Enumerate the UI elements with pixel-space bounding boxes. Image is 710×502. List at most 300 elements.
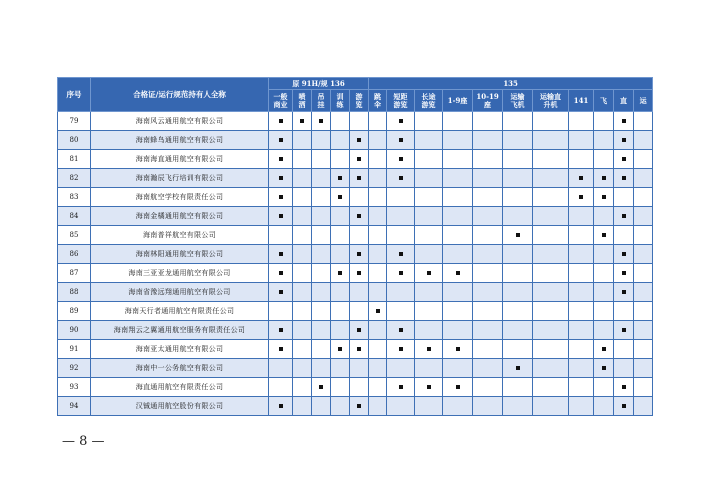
row-cell-8 — [443, 245, 473, 264]
check-mark-icon — [399, 176, 403, 180]
check-mark-icon — [399, 119, 403, 123]
row-cell-1 — [293, 131, 312, 150]
row-cell-12 — [569, 245, 594, 264]
row-cell-10 — [503, 150, 533, 169]
row-cell-7 — [415, 283, 443, 302]
check-mark-icon — [456, 347, 460, 351]
row-seq: 80 — [58, 131, 91, 150]
check-mark-icon — [279, 157, 283, 161]
row-cell-7 — [415, 302, 443, 321]
row-cell-4 — [350, 283, 369, 302]
check-mark-icon — [622, 138, 626, 142]
row-cell-12 — [569, 150, 594, 169]
row-cell-7 — [415, 397, 443, 416]
header-col-3: 训 练 — [331, 90, 350, 112]
row-cell-8 — [443, 283, 473, 302]
row-cell-9 — [473, 245, 503, 264]
row-cell-15 — [634, 283, 653, 302]
row-holder-name: 海南翔云之翼通用航空服务有限责任公司 — [91, 321, 269, 340]
row-seq: 92 — [58, 359, 91, 378]
check-mark-icon — [279, 138, 283, 142]
row-cell-7 — [415, 264, 443, 283]
row-cell-8 — [443, 359, 473, 378]
row-cell-9 — [473, 188, 503, 207]
row-cell-8 — [443, 321, 473, 340]
row-cell-5 — [369, 245, 387, 264]
row-cell-2 — [312, 150, 331, 169]
table-row — [58, 150, 653, 169]
check-mark-icon — [279, 119, 283, 123]
row-cell-2 — [312, 264, 331, 283]
check-mark-icon — [579, 195, 583, 199]
row-cell-1 — [293, 340, 312, 359]
row-holder-name: 海南中一公务航空有限公司 — [91, 359, 269, 378]
row-cell-12 — [569, 397, 594, 416]
row-cell-7 — [415, 245, 443, 264]
check-mark-icon — [622, 252, 626, 256]
row-cell-10 — [503, 264, 533, 283]
row-holder-name: 海南瀚辰飞行培训有限公司 — [91, 169, 269, 188]
row-cell-0 — [269, 302, 293, 321]
check-mark-icon — [279, 328, 283, 332]
row-cell-5 — [369, 188, 387, 207]
row-holder-name: 海南天行者通用航空有限责任公司 — [91, 302, 269, 321]
check-mark-icon — [319, 119, 323, 123]
row-cell-3 — [331, 378, 350, 397]
row-cell-9 — [473, 359, 503, 378]
row-holder-name: 海南普祥航空有限公司 — [91, 226, 269, 245]
row-cell-7 — [415, 226, 443, 245]
row-cell-4 — [350, 245, 369, 264]
row-cell-5 — [369, 264, 387, 283]
row-cell-0 — [269, 207, 293, 226]
row-cell-11 — [533, 359, 569, 378]
row-cell-0 — [269, 359, 293, 378]
check-mark-icon — [279, 176, 283, 180]
row-cell-7 — [415, 359, 443, 378]
check-mark-icon — [602, 233, 606, 237]
row-cell-0 — [269, 226, 293, 245]
row-cell-4 — [350, 226, 369, 245]
row-seq: 89 — [58, 302, 91, 321]
row-cell-4 — [350, 264, 369, 283]
row-seq: 94 — [58, 397, 91, 416]
row-cell-11 — [533, 188, 569, 207]
row-cell-9 — [473, 397, 503, 416]
row-cell-9 — [473, 207, 503, 226]
row-cell-9 — [473, 302, 503, 321]
table-row — [58, 207, 653, 226]
row-cell-0 — [269, 245, 293, 264]
row-holder-name: 汉铖通用航空股份有限公司 — [91, 397, 269, 416]
row-cell-3 — [331, 397, 350, 416]
row-cell-7 — [415, 188, 443, 207]
row-cell-3 — [331, 359, 350, 378]
table-row — [58, 226, 653, 245]
table-row — [58, 283, 653, 302]
row-cell-10 — [503, 112, 533, 131]
row-holder-name: 海南航空学校有限责任公司 — [91, 188, 269, 207]
row-cell-8 — [443, 150, 473, 169]
row-cell-2 — [312, 340, 331, 359]
row-cell-6 — [387, 226, 415, 245]
row-cell-4 — [350, 397, 369, 416]
check-mark-icon — [622, 157, 626, 161]
row-cell-9 — [473, 169, 503, 188]
row-cell-1 — [293, 245, 312, 264]
row-cell-0 — [269, 169, 293, 188]
row-cell-8 — [443, 131, 473, 150]
row-cell-11 — [533, 264, 569, 283]
row-cell-1 — [293, 150, 312, 169]
row-cell-8 — [443, 112, 473, 131]
row-cell-4 — [350, 359, 369, 378]
check-mark-icon — [357, 214, 361, 218]
row-cell-14 — [614, 112, 634, 131]
row-cell-5 — [369, 131, 387, 150]
row-cell-7 — [415, 340, 443, 359]
row-cell-6 — [387, 207, 415, 226]
row-cell-13 — [594, 283, 614, 302]
row-cell-5 — [369, 321, 387, 340]
row-cell-13 — [594, 264, 614, 283]
row-cell-10 — [503, 321, 533, 340]
row-cell-6 — [387, 340, 415, 359]
row-cell-10 — [503, 226, 533, 245]
row-seq: 91 — [58, 340, 91, 359]
check-mark-icon — [399, 138, 403, 142]
row-cell-1 — [293, 397, 312, 416]
row-cell-5 — [369, 169, 387, 188]
row-cell-3 — [331, 302, 350, 321]
check-mark-icon — [357, 157, 361, 161]
row-cell-0 — [269, 150, 293, 169]
header-col-8: 1-9座 — [443, 90, 473, 112]
row-cell-0 — [269, 283, 293, 302]
row-cell-2 — [312, 188, 331, 207]
row-cell-13 — [594, 131, 614, 150]
check-mark-icon — [602, 176, 606, 180]
row-cell-10 — [503, 169, 533, 188]
row-cell-14 — [614, 131, 634, 150]
row-cell-10 — [503, 359, 533, 378]
row-cell-10 — [503, 397, 533, 416]
row-cell-3 — [331, 112, 350, 131]
row-cell-12 — [569, 264, 594, 283]
row-cell-8 — [443, 169, 473, 188]
row-cell-3 — [331, 226, 350, 245]
row-cell-10 — [503, 340, 533, 359]
table-row — [58, 169, 653, 188]
check-mark-icon — [622, 404, 626, 408]
check-mark-icon — [456, 385, 460, 389]
row-cell-11 — [533, 150, 569, 169]
row-cell-13 — [594, 112, 614, 131]
header-col-14: 直 — [614, 90, 634, 112]
check-mark-icon — [399, 252, 403, 256]
row-cell-1 — [293, 302, 312, 321]
row-cell-14 — [614, 283, 634, 302]
row-holder-name: 海直通用航空有限责任公司 — [91, 378, 269, 397]
row-cell-15 — [634, 207, 653, 226]
header-group-135: 135 — [369, 78, 653, 90]
header-col-5: 跳 伞 — [369, 90, 387, 112]
row-cell-8 — [443, 397, 473, 416]
row-cell-2 — [312, 112, 331, 131]
row-cell-14 — [614, 188, 634, 207]
row-cell-2 — [312, 397, 331, 416]
check-mark-icon — [602, 347, 606, 351]
row-cell-14 — [614, 397, 634, 416]
row-cell-5 — [369, 207, 387, 226]
row-cell-12 — [569, 112, 594, 131]
row-cell-13 — [594, 302, 614, 321]
row-cell-6 — [387, 378, 415, 397]
table-row — [58, 340, 653, 359]
row-cell-14 — [614, 226, 634, 245]
row-cell-5 — [369, 283, 387, 302]
header-col-10: 运输 飞机 — [503, 90, 533, 112]
row-cell-13 — [594, 321, 614, 340]
check-mark-icon — [399, 157, 403, 161]
row-cell-11 — [533, 321, 569, 340]
row-cell-12 — [569, 207, 594, 226]
header-seq: 序号 — [58, 78, 91, 112]
row-cell-15 — [634, 226, 653, 245]
check-mark-icon — [279, 404, 283, 408]
row-cell-5 — [369, 226, 387, 245]
row-seq: 85 — [58, 226, 91, 245]
check-mark-icon — [399, 328, 403, 332]
row-holder-name: 海南蜂鸟通用航空有限公司 — [91, 131, 269, 150]
row-cell-4 — [350, 378, 369, 397]
row-cell-1 — [293, 169, 312, 188]
row-cell-2 — [312, 378, 331, 397]
row-cell-4 — [350, 188, 369, 207]
row-cell-10 — [503, 188, 533, 207]
row-cell-12 — [569, 321, 594, 340]
row-cell-14 — [614, 264, 634, 283]
row-cell-9 — [473, 226, 503, 245]
check-mark-icon — [357, 252, 361, 256]
check-mark-icon — [399, 385, 403, 389]
check-mark-icon — [602, 366, 606, 370]
header-col-13: 飞 — [594, 90, 614, 112]
row-cell-4 — [350, 131, 369, 150]
row-seq: 90 — [58, 321, 91, 340]
row-cell-1 — [293, 112, 312, 131]
row-cell-8 — [443, 226, 473, 245]
row-cell-13 — [594, 245, 614, 264]
row-cell-4 — [350, 112, 369, 131]
check-mark-icon — [279, 195, 283, 199]
row-cell-1 — [293, 359, 312, 378]
row-cell-1 — [293, 283, 312, 302]
row-cell-11 — [533, 226, 569, 245]
row-seq: 81 — [58, 150, 91, 169]
check-mark-icon — [279, 290, 283, 294]
table-row — [58, 245, 653, 264]
check-mark-icon — [622, 271, 626, 275]
row-cell-2 — [312, 245, 331, 264]
row-cell-5 — [369, 340, 387, 359]
row-cell-4 — [350, 169, 369, 188]
row-cell-6 — [387, 112, 415, 131]
check-mark-icon — [357, 176, 361, 180]
row-cell-13 — [594, 188, 614, 207]
row-holder-name: 海南金橘通用航空有限公司 — [91, 207, 269, 226]
row-cell-10 — [503, 131, 533, 150]
row-cell-5 — [369, 150, 387, 169]
check-mark-icon — [427, 347, 431, 351]
header-col-11: 运输直 升机 — [533, 90, 569, 112]
check-mark-icon — [622, 385, 626, 389]
page-number: — 8 — — [62, 434, 105, 449]
row-cell-11 — [533, 397, 569, 416]
row-cell-3 — [331, 321, 350, 340]
row-cell-7 — [415, 112, 443, 131]
row-cell-6 — [387, 264, 415, 283]
row-cell-10 — [503, 245, 533, 264]
row-holder-name: 海南海直通用航空有限公司 — [91, 150, 269, 169]
row-cell-8 — [443, 302, 473, 321]
header-group-91h-136: 原 91H/规 136 — [269, 78, 369, 90]
row-cell-9 — [473, 112, 503, 131]
check-mark-icon — [427, 385, 431, 389]
row-cell-14 — [614, 302, 634, 321]
row-cell-0 — [269, 378, 293, 397]
row-cell-4 — [350, 340, 369, 359]
row-cell-14 — [614, 340, 634, 359]
row-cell-15 — [634, 150, 653, 169]
check-mark-icon — [622, 328, 626, 332]
row-cell-8 — [443, 340, 473, 359]
row-cell-15 — [634, 359, 653, 378]
row-cell-2 — [312, 131, 331, 150]
header-col-15: 运 — [634, 90, 653, 112]
check-mark-icon — [300, 119, 304, 123]
row-cell-6 — [387, 283, 415, 302]
table-row — [58, 264, 653, 283]
row-cell-0 — [269, 188, 293, 207]
row-cell-13 — [594, 226, 614, 245]
row-cell-3 — [331, 131, 350, 150]
row-cell-13 — [594, 340, 614, 359]
check-mark-icon — [622, 176, 626, 180]
check-mark-icon — [622, 214, 626, 218]
row-cell-3 — [331, 283, 350, 302]
check-mark-icon — [357, 138, 361, 142]
row-cell-0 — [269, 264, 293, 283]
row-cell-4 — [350, 302, 369, 321]
row-cell-6 — [387, 397, 415, 416]
row-cell-2 — [312, 207, 331, 226]
check-mark-icon — [376, 309, 380, 313]
check-mark-icon — [516, 366, 520, 370]
row-cell-0 — [269, 112, 293, 131]
row-cell-6 — [387, 302, 415, 321]
header-col-6: 短距 游览 — [387, 90, 415, 112]
row-cell-8 — [443, 378, 473, 397]
check-mark-icon — [279, 252, 283, 256]
row-cell-5 — [369, 359, 387, 378]
check-mark-icon — [456, 271, 460, 275]
row-cell-15 — [634, 131, 653, 150]
row-cell-12 — [569, 131, 594, 150]
row-cell-1 — [293, 226, 312, 245]
row-cell-9 — [473, 131, 503, 150]
row-cell-0 — [269, 131, 293, 150]
row-cell-2 — [312, 169, 331, 188]
row-cell-0 — [269, 321, 293, 340]
row-cell-10 — [503, 302, 533, 321]
table-row — [58, 131, 653, 150]
row-cell-0 — [269, 397, 293, 416]
row-cell-9 — [473, 283, 503, 302]
row-cell-3 — [331, 245, 350, 264]
row-holder-name: 海南亚太通用航空有限公司 — [91, 340, 269, 359]
row-cell-6 — [387, 359, 415, 378]
row-cell-13 — [594, 397, 614, 416]
row-cell-3 — [331, 264, 350, 283]
row-cell-10 — [503, 207, 533, 226]
row-cell-14 — [614, 150, 634, 169]
row-cell-5 — [369, 112, 387, 131]
row-cell-5 — [369, 397, 387, 416]
row-cell-12 — [569, 188, 594, 207]
check-mark-icon — [338, 347, 342, 351]
row-cell-2 — [312, 226, 331, 245]
row-holder-name: 海南林阳通用航空有限公司 — [91, 245, 269, 264]
row-holder-name: 海南三亚亚龙通用航空有限公司 — [91, 264, 269, 283]
row-seq: 82 — [58, 169, 91, 188]
row-cell-1 — [293, 188, 312, 207]
row-cell-14 — [614, 321, 634, 340]
row-cell-14 — [614, 378, 634, 397]
row-cell-9 — [473, 264, 503, 283]
row-cell-7 — [415, 378, 443, 397]
row-holder-name: 海南省豫远翔通用航空有限公司 — [91, 283, 269, 302]
row-cell-1 — [293, 321, 312, 340]
row-cell-5 — [369, 378, 387, 397]
row-seq: 79 — [58, 112, 91, 131]
check-mark-icon — [338, 195, 342, 199]
row-holder-name: 海南风云通用航空有限公司 — [91, 112, 269, 131]
table-row — [58, 397, 653, 416]
row-cell-12 — [569, 378, 594, 397]
check-mark-icon — [357, 347, 361, 351]
header-col-7: 长途 游览 — [415, 90, 443, 112]
row-cell-9 — [473, 340, 503, 359]
row-cell-11 — [533, 302, 569, 321]
row-cell-5 — [369, 302, 387, 321]
row-cell-1 — [293, 264, 312, 283]
row-cell-1 — [293, 378, 312, 397]
row-cell-11 — [533, 169, 569, 188]
row-cell-15 — [634, 321, 653, 340]
row-cell-7 — [415, 207, 443, 226]
check-mark-icon — [357, 271, 361, 275]
row-cell-15 — [634, 340, 653, 359]
row-cell-11 — [533, 112, 569, 131]
check-mark-icon — [279, 271, 283, 275]
header-col-2: 吊 挂 — [312, 90, 331, 112]
row-cell-3 — [331, 188, 350, 207]
certificate-holder-table — [57, 77, 653, 416]
row-cell-1 — [293, 207, 312, 226]
row-cell-4 — [350, 150, 369, 169]
table-row — [58, 378, 653, 397]
